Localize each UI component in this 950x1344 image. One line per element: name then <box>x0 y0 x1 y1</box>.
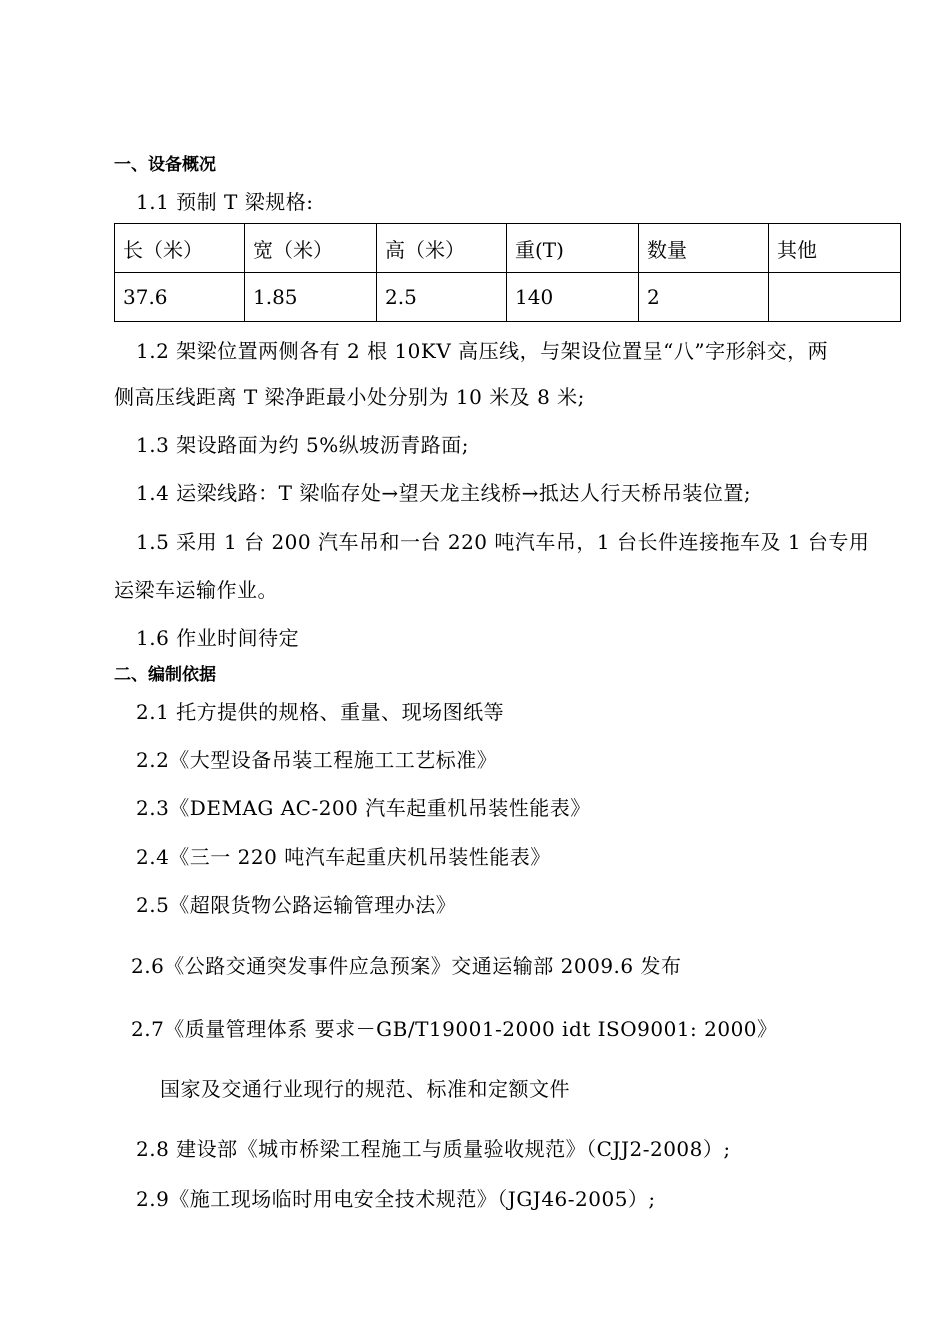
section-1-heading: 一、设备概况 <box>114 155 216 175</box>
cell-quantity: 2 <box>639 273 769 322</box>
header-length: 长（米） <box>115 224 245 273</box>
national-standards-note: 国家及交通行业现行的规范、标准和定额文件 <box>160 1077 570 1101</box>
table-header-row <box>115 224 901 273</box>
item-1-5: 1.5 采用 1 台 200 汽车吊和一台 220 吨汽车吊，1 台长件连接拖车及 1 台专用 <box>136 530 870 554</box>
cell-other <box>769 273 901 322</box>
item-1-4: 1.4 运梁线路：T 梁临存处→望天龙主线桥→抵达人行天桥吊装位置; <box>136 481 752 505</box>
header-other: 其他 <box>769 224 901 273</box>
item-2-9: 2.9《施工现场临时用电安全技术规范》（JGJ46-2005）; <box>136 1187 656 1211</box>
item-1-3: 1.3 架设路面为约 5%纵坡沥青路面; <box>136 433 469 457</box>
cell-height: 2.5 <box>377 273 507 322</box>
item-2-4: 2.4《三一 220 吨汽车起重庆机吊装性能表》 <box>136 845 551 869</box>
item-1-1: 1.1 预制 T 梁规格: <box>136 190 314 214</box>
item-2-8: 2.8 建设部《城市桥梁工程施工与质量验收规范》（CJJ2-2008）; <box>136 1137 731 1161</box>
header-quantity: 数量 <box>639 224 769 273</box>
cell-weight: 140 <box>507 273 639 322</box>
item-1-2-cont: 侧高压线距离 T 梁净距最小处分别为 10 米及 8 米; <box>114 385 585 409</box>
item-1-2: 1.2 架梁位置两侧各有 2 根 10KV 高压线，与架设位置呈“八”字形斜交，两 <box>136 339 829 363</box>
header-weight: 重(T) <box>507 224 639 273</box>
header-height: 高（米） <box>377 224 507 273</box>
item-2-5: 2.5《超限货物公路运输管理办法》 <box>136 893 457 917</box>
section-2-heading: 二、编制依据 <box>114 665 216 685</box>
item-1-5-cont: 运梁车运输作业。 <box>114 578 278 602</box>
cell-width: 1.85 <box>245 273 377 322</box>
t-beam-spec-table <box>114 223 901 322</box>
item-2-7: 2.7《质量管理体系 要求－GB/T19001-2000 idt ISO9001: 2000》 <box>131 1017 778 1041</box>
item-2-6: 2.6《公路交通突发事件应急预案》交通运输部 2009.6 发布 <box>131 954 682 978</box>
item-1-6: 1.6 作业时间待定 <box>136 626 300 650</box>
table-row <box>115 273 901 322</box>
item-2-1: 2.1 托方提供的规格、重量、现场图纸等 <box>136 700 505 724</box>
item-2-3: 2.3《DEMAG AC-200 汽车起重机吊装性能表》 <box>136 796 591 820</box>
item-2-2: 2.2《大型设备吊装工程施工工艺标准》 <box>136 748 498 772</box>
cell-length: 37.6 <box>115 273 245 322</box>
header-width: 宽（米） <box>245 224 377 273</box>
